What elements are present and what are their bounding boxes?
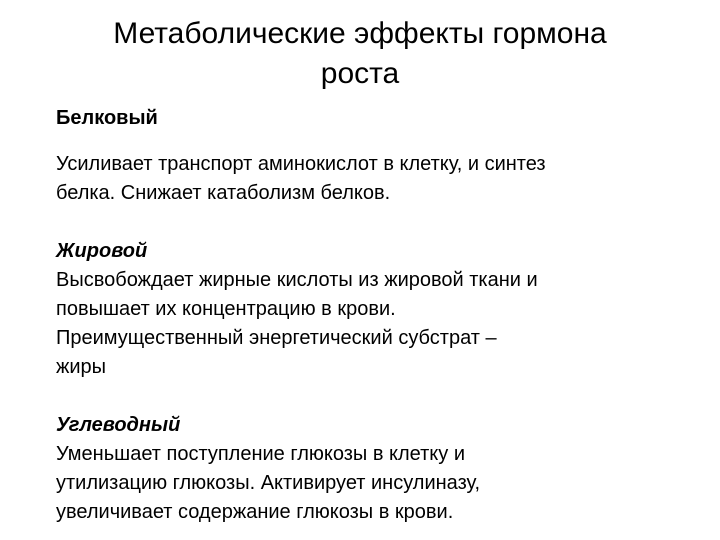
section-fat-line: Высвобождает жирные кислоты из жировой ткани и (56, 269, 538, 291)
slide-title (60, 14, 660, 94)
section-heading-fat: Жировой (56, 240, 148, 262)
section-carbohydrate-line: увеличивает содержание глюкозы в крови. (56, 501, 454, 523)
slide-content (56, 104, 676, 527)
section-protein-line: Усиливает транспорт аминокислот в клетку, и синтез (56, 153, 546, 175)
section-fat-line: повышает их концентрацию в крови. (56, 298, 396, 320)
section-heading-carbohydrate: Углеводный (56, 414, 181, 436)
slide-title-line-2: роста (320, 57, 400, 90)
section-protein-line: белка. Снижает катаболизм белков. (56, 182, 391, 204)
slide-title-line-1: Метаболические эффекты гормона (113, 17, 607, 50)
spacer (56, 208, 676, 237)
section-fat-line: жиры (56, 356, 107, 378)
spacer (56, 133, 676, 150)
section-carbohydrate-line: Уменьшает поступление глюкозы в клетку и (56, 443, 465, 465)
section-carbohydrate-line: утилизацию глюкозы. Активирует инсулиназу, (56, 472, 481, 494)
section-heading-protein: Белковый (56, 107, 158, 129)
spacer (56, 382, 676, 411)
section-fat-line: Преимущественный энергетический субстрат – (56, 327, 497, 349)
